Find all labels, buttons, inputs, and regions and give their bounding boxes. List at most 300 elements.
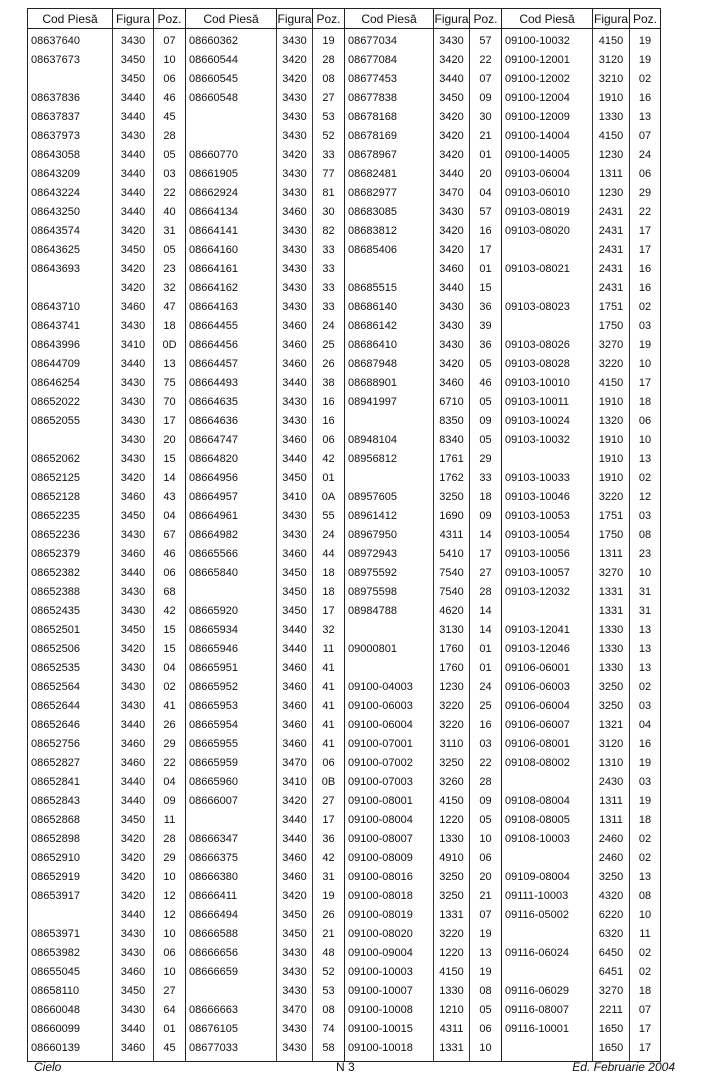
- table-row: [28, 716, 661, 735]
- figura-cell: 3430: [113, 602, 154, 621]
- poz-cell: 17: [630, 1039, 661, 1062]
- poz-cell: 05: [470, 393, 502, 412]
- figura-cell: 3270: [593, 982, 630, 1001]
- cod-piesa-cell: 08664457: [186, 355, 277, 374]
- figura-cell: 1331: [593, 583, 630, 602]
- cod-piesa-cell: 08664956: [186, 469, 277, 488]
- poz-cell: 26: [313, 355, 345, 374]
- figura-cell: 1750: [593, 526, 630, 545]
- cod-piesa-cell: 08637673: [28, 51, 113, 70]
- cod-piesa-cell: 08664163: [186, 298, 277, 317]
- header-poz: Poz.: [470, 9, 502, 29]
- cod-piesa-cell: 09106-08001: [502, 735, 593, 754]
- figura-cell: 3440: [434, 165, 470, 184]
- figura-cell: 3430: [113, 925, 154, 944]
- cod-piesa-cell: 09103-10054: [502, 526, 593, 545]
- figura-cell: 3440: [113, 146, 154, 165]
- poz-cell: 06: [470, 1020, 502, 1039]
- figura-cell: 3430: [277, 184, 313, 203]
- poz-cell: 39: [470, 317, 502, 336]
- poz-cell: 13: [630, 640, 661, 659]
- figura-cell: 3470: [277, 754, 313, 773]
- cod-piesa-cell: [28, 279, 113, 298]
- figura-cell: 3430: [113, 678, 154, 697]
- cod-piesa-cell: 09100-10008: [345, 1001, 434, 1020]
- poz-cell: 13: [154, 355, 186, 374]
- poz-cell: 42: [313, 849, 345, 868]
- poz-cell: 11: [630, 925, 661, 944]
- table-row: [28, 678, 661, 697]
- cod-piesa-cell: 08665566: [186, 545, 277, 564]
- table-row: [28, 1001, 661, 1020]
- poz-cell: 05: [470, 811, 502, 830]
- figura-cell: 3420: [113, 469, 154, 488]
- poz-cell: 21: [313, 925, 345, 944]
- poz-cell: 28: [470, 583, 502, 602]
- poz-cell: 05: [154, 241, 186, 260]
- cod-piesa-cell: 08652827: [28, 754, 113, 773]
- figura-cell: 3120: [593, 735, 630, 754]
- poz-cell: 19: [470, 925, 502, 944]
- figura-cell: 3410: [277, 773, 313, 792]
- cod-piesa-cell: 08652564: [28, 678, 113, 697]
- figura-cell: 1310: [593, 754, 630, 773]
- poz-cell: 11: [313, 640, 345, 659]
- cod-piesa-cell: 08664820: [186, 450, 277, 469]
- poz-cell: 09: [470, 89, 502, 108]
- poz-cell: 09: [154, 792, 186, 811]
- cod-piesa-cell: 08660099: [28, 1020, 113, 1039]
- figura-cell: 1910: [593, 393, 630, 412]
- figura-cell: 3460: [277, 545, 313, 564]
- figura-cell: 1751: [593, 298, 630, 317]
- poz-cell: 45: [154, 108, 186, 127]
- cod-piesa-cell: 08660048: [28, 1001, 113, 1020]
- figura-cell: 3460: [113, 963, 154, 982]
- poz-cell: 22: [470, 51, 502, 70]
- figura-cell: 7540: [434, 564, 470, 583]
- cod-piesa-cell: 08662924: [186, 184, 277, 203]
- figura-cell: 1762: [434, 469, 470, 488]
- cod-piesa-cell: 08665955: [186, 735, 277, 754]
- poz-cell: 17: [630, 1020, 661, 1039]
- cod-piesa-cell: 08665959: [186, 754, 277, 773]
- cod-piesa-cell: 09106-06007: [502, 716, 593, 735]
- poz-cell: 25: [470, 697, 502, 716]
- poz-cell: 18: [313, 583, 345, 602]
- cod-piesa-cell: 08637640: [28, 29, 113, 52]
- figura-cell: 4150: [434, 792, 470, 811]
- poz-cell: 18: [630, 982, 661, 1001]
- figura-cell: 1220: [434, 944, 470, 963]
- cod-piesa-cell: 08652898: [28, 830, 113, 849]
- cod-piesa-cell: 09108-08005: [502, 811, 593, 830]
- figura-cell: 3440: [277, 640, 313, 659]
- figura-cell: 3430: [434, 298, 470, 317]
- cod-piesa-cell: 09100-08001: [345, 792, 434, 811]
- header-cod-piesa: Cod Piesă: [345, 9, 434, 29]
- figura-cell: 3420: [113, 222, 154, 241]
- figura-cell: 1330: [593, 659, 630, 678]
- poz-cell: 41: [313, 659, 345, 678]
- table-row: [28, 89, 661, 108]
- poz-cell: 05: [470, 431, 502, 450]
- cod-piesa-cell: 08652128: [28, 488, 113, 507]
- poz-cell: 41: [313, 678, 345, 697]
- poz-cell: 13: [630, 108, 661, 127]
- figura-cell: 6220: [593, 906, 630, 925]
- figura-cell: 3440: [434, 279, 470, 298]
- cod-piesa-cell: 08682481: [345, 165, 434, 184]
- poz-cell: 46: [154, 89, 186, 108]
- poz-cell: 52: [313, 127, 345, 146]
- poz-cell: 08: [313, 70, 345, 89]
- figura-cell: 3410: [277, 488, 313, 507]
- figura-cell: 5410: [434, 545, 470, 564]
- cod-piesa-cell: 09103-12032: [502, 583, 593, 602]
- poz-cell: 17: [470, 545, 502, 564]
- table-row: [28, 241, 661, 260]
- poz-cell: 22: [154, 184, 186, 203]
- cod-piesa-cell: 08682977: [345, 184, 434, 203]
- figura-cell: 1650: [593, 1039, 630, 1062]
- poz-cell: 28: [313, 51, 345, 70]
- poz-cell: 10: [630, 355, 661, 374]
- cod-piesa-cell: 08652868: [28, 811, 113, 830]
- cod-piesa-cell: 08941997: [345, 393, 434, 412]
- figura-cell: 3420: [113, 640, 154, 659]
- figura-cell: 3260: [434, 773, 470, 792]
- cod-piesa-cell: 09100-10015: [345, 1020, 434, 1039]
- cod-piesa-cell: 08643710: [28, 298, 113, 317]
- table-row: [28, 298, 661, 317]
- poz-cell: 06: [154, 70, 186, 89]
- cod-piesa-cell: 09108-08002: [502, 754, 593, 773]
- figura-cell: 2431: [593, 222, 630, 241]
- poz-cell: 10: [630, 431, 661, 450]
- cod-piesa-cell: 08652236: [28, 526, 113, 545]
- poz-cell: 42: [154, 602, 186, 621]
- cod-piesa-cell: 09103-08026: [502, 336, 593, 355]
- poz-cell: 42: [313, 450, 345, 469]
- cod-piesa-cell: 09100-10018: [345, 1039, 434, 1062]
- figura-cell: 3250: [434, 488, 470, 507]
- cod-piesa-cell: [28, 70, 113, 89]
- poz-cell: 31: [630, 602, 661, 621]
- figura-cell: 3430: [434, 29, 470, 52]
- cod-piesa-cell: 09100-08009: [345, 849, 434, 868]
- header-poz: Poz.: [630, 9, 661, 29]
- poz-cell: 25: [313, 336, 345, 355]
- figura-cell: 3430: [277, 222, 313, 241]
- poz-cell: 27: [154, 982, 186, 1001]
- cod-piesa-cell: 09103-10010: [502, 374, 593, 393]
- footer-page-number: N 3: [336, 1060, 355, 1074]
- cod-piesa-cell: 09116-06029: [502, 982, 593, 1001]
- figura-cell: 1910: [593, 89, 630, 108]
- cod-piesa-cell: 08666656: [186, 944, 277, 963]
- cod-piesa-cell: 08676105: [186, 1020, 277, 1039]
- figura-cell: 3450: [113, 621, 154, 640]
- cod-piesa-cell: 09100-12001: [502, 51, 593, 70]
- poz-cell: 30: [470, 108, 502, 127]
- cod-piesa-cell: [345, 621, 434, 640]
- poz-cell: 03: [630, 697, 661, 716]
- cod-piesa-cell: 08666380: [186, 868, 277, 887]
- figura-cell: 3460: [277, 735, 313, 754]
- cod-piesa-cell: 09106-06003: [502, 678, 593, 697]
- cod-piesa-cell: 08666663: [186, 1001, 277, 1020]
- cod-piesa-cell: [345, 659, 434, 678]
- cod-piesa-cell: 08666411: [186, 887, 277, 906]
- cod-piesa-cell: 08643625: [28, 241, 113, 260]
- footer-edition: Ed. Februarie 2004: [572, 1060, 675, 1074]
- cod-piesa-cell: [502, 279, 593, 298]
- poz-cell: 15: [470, 279, 502, 298]
- poz-cell: 19: [470, 963, 502, 982]
- figura-cell: 3460: [277, 697, 313, 716]
- poz-cell: 02: [630, 469, 661, 488]
- poz-cell: 03: [630, 773, 661, 792]
- table-row: [28, 830, 661, 849]
- poz-cell: 20: [154, 431, 186, 450]
- cod-piesa-cell: 09100-14004: [502, 127, 593, 146]
- cod-piesa-cell: 09116-05002: [502, 906, 593, 925]
- figura-cell: 8350: [434, 412, 470, 431]
- figura-cell: 3430: [113, 374, 154, 393]
- figura-cell: 3420: [113, 279, 154, 298]
- figura-cell: 3430: [277, 982, 313, 1001]
- figura-cell: 3430: [277, 963, 313, 982]
- table-row: [28, 431, 661, 450]
- poz-cell: 67: [154, 526, 186, 545]
- cod-piesa-cell: 08658110: [28, 982, 113, 1001]
- poz-cell: 81: [313, 184, 345, 203]
- figura-cell: 1321: [593, 716, 630, 735]
- cod-piesa-cell: 08664636: [186, 412, 277, 431]
- figura-cell: 3430: [113, 317, 154, 336]
- poz-cell: 19: [630, 51, 661, 70]
- poz-cell: 24: [313, 317, 345, 336]
- figura-cell: 3220: [434, 716, 470, 735]
- table-row: [28, 925, 661, 944]
- poz-cell: 24: [470, 678, 502, 697]
- poz-cell: 04: [154, 659, 186, 678]
- table-row: [28, 849, 661, 868]
- poz-cell: 74: [313, 1020, 345, 1039]
- figura-cell: 3440: [113, 564, 154, 583]
- figura-cell: 6320: [593, 925, 630, 944]
- poz-cell: 14: [470, 621, 502, 640]
- cod-piesa-cell: 09100-08007: [345, 830, 434, 849]
- poz-cell: 33: [313, 146, 345, 165]
- parts-table: [27, 8, 661, 1062]
- cod-piesa-cell: 09103-08019: [502, 203, 593, 222]
- cod-piesa-cell: 08660544: [186, 51, 277, 70]
- poz-cell: 02: [630, 849, 661, 868]
- poz-cell: 17: [313, 602, 345, 621]
- table-row: [28, 545, 661, 564]
- figura-cell: 3420: [277, 792, 313, 811]
- cod-piesa-cell: 08664160: [186, 241, 277, 260]
- parts-index-sheet: [27, 8, 661, 1062]
- table-row: [28, 944, 661, 963]
- figura-cell: 3460: [113, 1039, 154, 1062]
- poz-cell: 13: [630, 659, 661, 678]
- table-row: [28, 1020, 661, 1039]
- poz-cell: 44: [313, 545, 345, 564]
- cod-piesa-cell: 08972943: [345, 545, 434, 564]
- figura-cell: 3450: [277, 602, 313, 621]
- cod-piesa-cell: 08678169: [345, 127, 434, 146]
- figura-cell: 7540: [434, 583, 470, 602]
- table-row: [28, 165, 661, 184]
- poz-cell: 18: [630, 393, 661, 412]
- poz-cell: 01: [313, 469, 345, 488]
- figura-cell: 3430: [113, 450, 154, 469]
- figura-cell: 3450: [277, 469, 313, 488]
- cod-piesa-cell: 08686142: [345, 317, 434, 336]
- figura-cell: 3450: [113, 811, 154, 830]
- figura-cell: 3440: [277, 830, 313, 849]
- poz-cell: 06: [313, 431, 345, 450]
- figura-cell: 1210: [434, 1001, 470, 1020]
- cod-piesa-cell: 08653971: [28, 925, 113, 944]
- cod-piesa-cell: 08666347: [186, 830, 277, 849]
- poz-cell: 02: [630, 963, 661, 982]
- cod-piesa-cell: [502, 450, 593, 469]
- cod-piesa-cell: 08652379: [28, 545, 113, 564]
- cod-piesa-cell: 08652843: [28, 792, 113, 811]
- cod-piesa-cell: [28, 431, 113, 450]
- figura-cell: 3440: [277, 374, 313, 393]
- header-cod-piesa: Cod Piesă: [28, 9, 113, 29]
- header-cod-piesa: Cod Piesă: [186, 9, 277, 29]
- table-row: [28, 621, 661, 640]
- poz-cell: 06: [154, 564, 186, 583]
- cod-piesa-cell: 08685515: [345, 279, 434, 298]
- poz-cell: 19: [313, 29, 345, 52]
- figura-cell: 4620: [434, 602, 470, 621]
- poz-cell: 03: [154, 165, 186, 184]
- table-row: [28, 792, 661, 811]
- figura-cell: 3420: [277, 146, 313, 165]
- figura-cell: 1311: [593, 792, 630, 811]
- figura-cell: 3420: [434, 241, 470, 260]
- poz-cell: 27: [470, 564, 502, 583]
- figura-cell: 3250: [593, 697, 630, 716]
- figura-cell: 3430: [277, 1020, 313, 1039]
- cod-piesa-cell: 08678168: [345, 108, 434, 127]
- poz-cell: 29: [630, 184, 661, 203]
- figura-cell: 1650: [593, 1020, 630, 1039]
- cod-piesa-cell: 08961412: [345, 507, 434, 526]
- header-figura: Figura: [434, 9, 470, 29]
- poz-cell: 17: [630, 374, 661, 393]
- cod-piesa-cell: 09100-08020: [345, 925, 434, 944]
- table-row: [28, 412, 661, 431]
- figura-cell: 3460: [113, 488, 154, 507]
- cod-piesa-cell: 08661905: [186, 165, 277, 184]
- cod-piesa-cell: 08652055: [28, 412, 113, 431]
- figura-cell: 3450: [113, 241, 154, 260]
- cod-piesa-cell: 08664635: [186, 393, 277, 412]
- cod-piesa-cell: 09106-06001: [502, 659, 593, 678]
- header-figura: Figura: [113, 9, 154, 29]
- table-row: [28, 868, 661, 887]
- poz-cell: 26: [313, 906, 345, 925]
- cod-piesa-cell: 08664982: [186, 526, 277, 545]
- figura-cell: 3450: [113, 982, 154, 1001]
- cod-piesa-cell: 09103-10032: [502, 431, 593, 450]
- cod-piesa-cell: 08664162: [186, 279, 277, 298]
- poz-cell: 02: [154, 678, 186, 697]
- figura-cell: 3460: [113, 735, 154, 754]
- cod-piesa-cell: 09100-06004: [345, 716, 434, 735]
- cod-piesa-cell: 08984788: [345, 602, 434, 621]
- poz-cell: 06: [313, 754, 345, 773]
- cod-piesa-cell: 08686410: [345, 336, 434, 355]
- figura-cell: 3430: [277, 412, 313, 431]
- poz-cell: 31: [630, 583, 661, 602]
- poz-cell: 82: [313, 222, 345, 241]
- cod-piesa-cell: [28, 906, 113, 925]
- poz-cell: 53: [313, 108, 345, 127]
- figura-cell: 3450: [277, 906, 313, 925]
- cod-piesa-cell: 08666588: [186, 925, 277, 944]
- cod-piesa-cell: 09100-07001: [345, 735, 434, 754]
- cod-piesa-cell: 08652841: [28, 773, 113, 792]
- poz-cell: 64: [154, 1001, 186, 1020]
- table-row: [28, 203, 661, 222]
- poz-cell: 0A: [313, 488, 345, 507]
- poz-cell: 10: [630, 906, 661, 925]
- figura-cell: 2431: [593, 203, 630, 222]
- figura-cell: 1910: [593, 450, 630, 469]
- poz-cell: 06: [630, 165, 661, 184]
- figura-cell: 1320: [593, 412, 630, 431]
- cod-piesa-cell: 08665946: [186, 640, 277, 659]
- figura-cell: 3450: [113, 51, 154, 70]
- figura-cell: 2460: [593, 849, 630, 868]
- cod-piesa-cell: 08664141: [186, 222, 277, 241]
- table-row: [28, 336, 661, 355]
- poz-cell: 12: [630, 488, 661, 507]
- figura-cell: 3460: [277, 355, 313, 374]
- figura-cell: 3470: [434, 184, 470, 203]
- cod-piesa-cell: 09100-04003: [345, 678, 434, 697]
- figura-cell: 3460: [277, 317, 313, 336]
- figura-cell: 3420: [277, 51, 313, 70]
- figura-cell: 3430: [277, 241, 313, 260]
- table-row: [28, 697, 661, 716]
- cod-piesa-cell: 09103-10033: [502, 469, 593, 488]
- poz-cell: 13: [630, 621, 661, 640]
- figura-cell: 6450: [593, 944, 630, 963]
- cod-piesa-cell: 08637836: [28, 89, 113, 108]
- poz-cell: 07: [470, 70, 502, 89]
- poz-cell: 52: [313, 963, 345, 982]
- poz-cell: 08: [313, 1001, 345, 1020]
- figura-cell: 1761: [434, 450, 470, 469]
- cod-piesa-cell: 08652382: [28, 564, 113, 583]
- cod-piesa-cell: 08643741: [28, 317, 113, 336]
- poz-cell: 45: [154, 1039, 186, 1062]
- cod-piesa-cell: 08664456: [186, 336, 277, 355]
- figura-cell: 3270: [593, 564, 630, 583]
- figura-cell: 3210: [593, 70, 630, 89]
- poz-cell: 10: [154, 868, 186, 887]
